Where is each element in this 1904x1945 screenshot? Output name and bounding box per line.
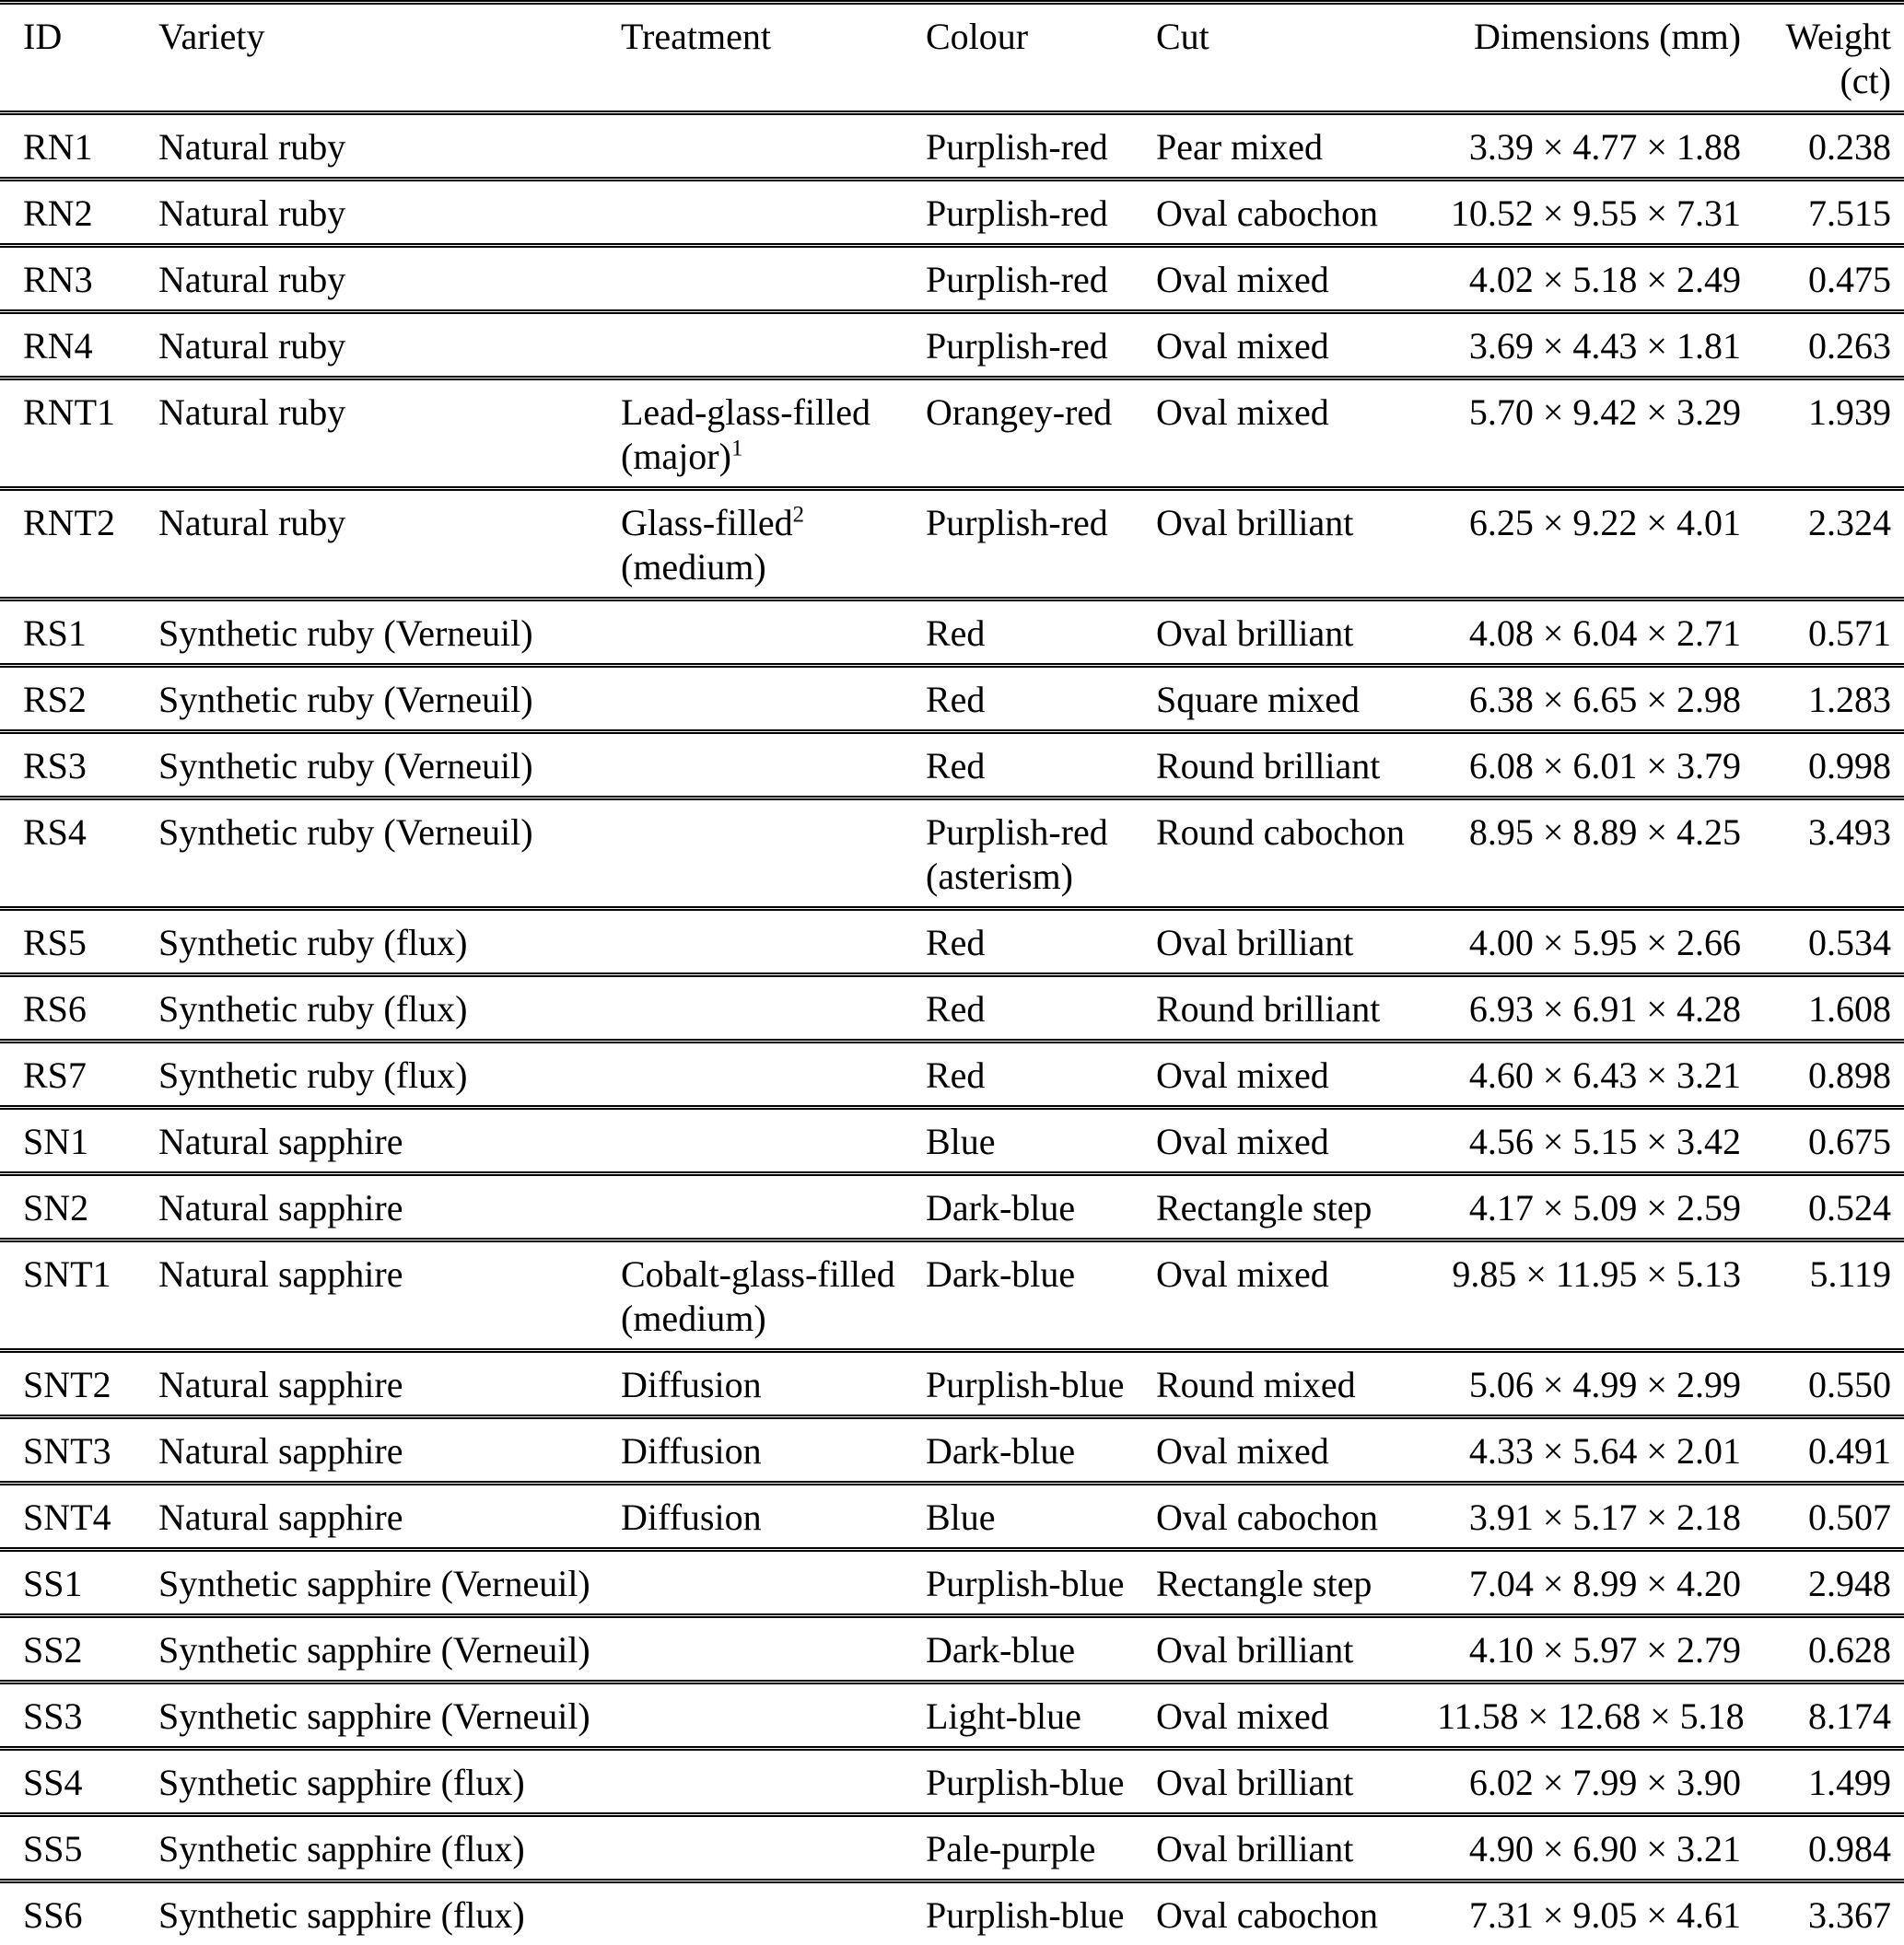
- cell-treatment: Cobalt-glass-filled (medium): [621, 1240, 926, 1351]
- cell-cut: Oval mixed: [1156, 1417, 1437, 1484]
- cell-dimensions: 4.10 × 5.97 × 2.79: [1437, 1616, 1750, 1683]
- cell-cut: Oval mixed: [1156, 1108, 1437, 1174]
- cell-colour: Purplish-blue: [926, 1749, 1156, 1815]
- table-row: [0, 1417, 1904, 1484]
- cell-id: SNT2: [0, 1351, 158, 1417]
- table-row: [0, 312, 1904, 379]
- cell-cut: Square mixed: [1156, 666, 1437, 732]
- cell-variety: Natural ruby: [158, 180, 621, 246]
- cell-treatment: [621, 798, 926, 909]
- cell-variety: Synthetic ruby (flux): [158, 975, 621, 1042]
- cell-weight: 2.324: [1750, 489, 1904, 600]
- cell-colour: Dark-blue: [926, 1240, 1156, 1351]
- cell-id: SNT1: [0, 1240, 158, 1351]
- cell-variety: Natural sapphire: [158, 1484, 621, 1550]
- cell-cut: Oval mixed: [1156, 312, 1437, 379]
- cell-variety: Natural sapphire: [158, 1351, 621, 1417]
- cell-variety: Synthetic sapphire (Verneuil): [158, 1683, 621, 1749]
- cell-cut: Round mixed: [1156, 1351, 1437, 1417]
- cell-dimensions: 7.04 × 8.99 × 4.20: [1437, 1550, 1750, 1616]
- cell-treatment: Lead-glass-filled (major)$^1$: [621, 379, 926, 489]
- table-row: [0, 1749, 1904, 1815]
- cell-treatment: [621, 732, 926, 798]
- cell-id: RS2: [0, 666, 158, 732]
- cell-dimensions: 7.31 × 9.05 × 4.61: [1437, 1881, 1750, 1945]
- cell-cut: Oval brilliant: [1156, 1616, 1437, 1683]
- col-header-colour: Colour: [926, 3, 1156, 113]
- cell-dimensions: 6.93 × 6.91 × 4.28: [1437, 975, 1750, 1042]
- cell-variety: Natural ruby: [158, 113, 621, 180]
- cell-cut: Oval brilliant: [1156, 600, 1437, 666]
- cell-weight: 0.550: [1750, 1351, 1904, 1417]
- col-header-weight-line2: (ct): [1840, 60, 1891, 101]
- cell-weight: 0.998: [1750, 732, 1904, 798]
- cell-id: RNT2: [0, 489, 158, 600]
- cell-cut: Oval brilliant: [1156, 1815, 1437, 1881]
- cell-dimensions: 6.38 × 6.65 × 2.98: [1437, 666, 1750, 732]
- cell-dimensions: 4.02 × 5.18 × 2.49: [1437, 246, 1750, 312]
- cell-treatment: [621, 909, 926, 975]
- cell-dimensions: 4.33 × 5.64 × 2.01: [1437, 1417, 1750, 1484]
- cell-colour: Purplish-red: [926, 180, 1156, 246]
- cell-id: SN1: [0, 1108, 158, 1174]
- table-row: [0, 1174, 1904, 1240]
- cell-weight: 7.515: [1750, 180, 1904, 246]
- cell-colour: Purplish-blue: [926, 1881, 1156, 1945]
- cell-weight: 0.628: [1750, 1616, 1904, 1683]
- cell-weight: 0.571: [1750, 600, 1904, 666]
- cell-cut: Round cabochon: [1156, 798, 1437, 909]
- cell-treatment: Diffusion: [621, 1484, 926, 1550]
- header-row: [0, 3, 1904, 113]
- cell-variety: Synthetic sapphire (flux): [158, 1881, 621, 1945]
- cell-cut: Oval brilliant: [1156, 909, 1437, 975]
- cell-id: SS6: [0, 1881, 158, 1945]
- cell-variety: Natural ruby: [158, 489, 621, 600]
- table-row: [0, 489, 1904, 600]
- cell-dimensions: 6.08 × 6.01 × 3.79: [1437, 732, 1750, 798]
- cell-treatment: [621, 1749, 926, 1815]
- cell-cut: Oval brilliant: [1156, 489, 1437, 600]
- cell-id: RNT1: [0, 379, 158, 489]
- cell-cut: Rectangle step: [1156, 1550, 1437, 1616]
- cell-cut: Oval cabochon: [1156, 1484, 1437, 1550]
- table-row: [0, 1683, 1904, 1749]
- cell-weight: 3.493: [1750, 798, 1904, 909]
- table-row: [0, 180, 1904, 246]
- cell-variety: Natural ruby: [158, 246, 621, 312]
- cell-colour: Red: [926, 666, 1156, 732]
- table-row: [0, 1351, 1904, 1417]
- cell-treatment: Diffusion: [621, 1351, 926, 1417]
- cell-colour: Dark-blue: [926, 1417, 1156, 1484]
- cell-colour: Red: [926, 909, 1156, 975]
- cell-colour: Red: [926, 1042, 1156, 1108]
- col-header-treatment: Treatment: [621, 3, 926, 113]
- cell-treatment: [621, 113, 926, 180]
- cell-id: SS2: [0, 1616, 158, 1683]
- cell-weight: 0.984: [1750, 1815, 1904, 1881]
- table-row: [0, 1881, 1904, 1945]
- cell-treatment: [621, 246, 926, 312]
- cell-dimensions: 6.02 × 7.99 × 3.90: [1437, 1749, 1750, 1815]
- cell-variety: Synthetic sapphire (flux): [158, 1815, 621, 1881]
- col-header-id: ID: [0, 3, 158, 113]
- cell-variety: Natural sapphire: [158, 1174, 621, 1240]
- cell-cut: Oval cabochon: [1156, 180, 1437, 246]
- cell-variety: Natural sapphire: [158, 1240, 621, 1351]
- cell-variety: Synthetic sapphire (Verneuil): [158, 1550, 621, 1616]
- cell-colour: Pale-purple: [926, 1815, 1156, 1881]
- cell-cut: Oval mixed: [1156, 246, 1437, 312]
- cell-weight: 0.491: [1750, 1417, 1904, 1484]
- cell-cut: Oval cabochon: [1156, 1881, 1437, 1945]
- cell-weight: 0.675: [1750, 1108, 1904, 1174]
- cell-colour: Purplish-blue: [926, 1550, 1156, 1616]
- cell-treatment: [621, 1616, 926, 1683]
- cell-dimensions: 4.56 × 5.15 × 3.42: [1437, 1108, 1750, 1174]
- cell-weight: 5.119: [1750, 1240, 1904, 1351]
- cell-id: RS5: [0, 909, 158, 975]
- table-row: [0, 113, 1904, 180]
- cell-variety: Synthetic ruby (Verneuil): [158, 666, 621, 732]
- cell-variety: Synthetic ruby (Verneuil): [158, 798, 621, 909]
- cell-treatment: [621, 1815, 926, 1881]
- table-row: [0, 1616, 1904, 1683]
- cell-id: RS3: [0, 732, 158, 798]
- cell-dimensions: 3.91 × 5.17 × 2.18: [1437, 1484, 1750, 1550]
- cell-variety: Natural ruby: [158, 312, 621, 379]
- cell-weight: 2.948: [1750, 1550, 1904, 1616]
- cell-weight: 0.898: [1750, 1042, 1904, 1108]
- cell-weight: 8.174: [1750, 1683, 1904, 1749]
- table-row: [0, 1484, 1904, 1550]
- cell-variety: Synthetic sapphire (flux): [158, 1749, 621, 1815]
- col-header-variety: Variety: [158, 3, 621, 113]
- cell-id: SS4: [0, 1749, 158, 1815]
- table-row: [0, 798, 1904, 909]
- cell-dimensions: 8.95 × 8.89 × 4.25: [1437, 798, 1750, 909]
- cell-weight: 1.939: [1750, 379, 1904, 489]
- cell-dimensions: 10.52 × 9.55 × 7.31: [1437, 180, 1750, 246]
- table-row: [0, 246, 1904, 312]
- col-header-weight: [1750, 3, 1904, 113]
- cell-treatment: [621, 1108, 926, 1174]
- cell-weight: 3.367: [1750, 1881, 1904, 1945]
- cell-weight: 0.263: [1750, 312, 1904, 379]
- cell-colour: Red: [926, 600, 1156, 666]
- cell-colour: Dark-blue: [926, 1616, 1156, 1683]
- cell-colour: Purplish-red: [926, 246, 1156, 312]
- cell-treatment: [621, 1550, 926, 1616]
- table-row: [0, 600, 1904, 666]
- table-row: [0, 379, 1904, 489]
- footnote-marker: 1: [730, 436, 743, 461]
- cell-weight: 1.499: [1750, 1749, 1904, 1815]
- cell-cut: Round brilliant: [1156, 732, 1437, 798]
- col-header-dimensions: Dimensions (mm): [1437, 3, 1750, 113]
- cell-cut: Pear mixed: [1156, 113, 1437, 180]
- cell-variety: Synthetic ruby (Verneuil): [158, 600, 621, 666]
- cell-treatment: [621, 1174, 926, 1240]
- cell-cut: Oval mixed: [1156, 379, 1437, 489]
- table-row: [0, 1108, 1904, 1174]
- table-row: [0, 666, 1904, 732]
- cell-treatment: [621, 666, 926, 732]
- cell-id: RS4: [0, 798, 158, 909]
- cell-variety: Natural sapphire: [158, 1108, 621, 1174]
- cell-id: SS5: [0, 1815, 158, 1881]
- cell-treatment: [621, 1881, 926, 1945]
- cell-colour: Dark-blue: [926, 1174, 1156, 1240]
- cell-id: RN1: [0, 113, 158, 180]
- cell-treatment: [621, 975, 926, 1042]
- cell-weight: 1.283: [1750, 666, 1904, 732]
- cell-treatment: [621, 1042, 926, 1108]
- cell-variety: Synthetic ruby (flux): [158, 909, 621, 975]
- cell-dimensions: 5.70 × 9.42 × 3.29: [1437, 379, 1750, 489]
- cell-weight: 0.238: [1750, 113, 1904, 180]
- cell-colour: Blue: [926, 1108, 1156, 1174]
- cell-treatment: [621, 600, 926, 666]
- cell-weight: 0.524: [1750, 1174, 1904, 1240]
- table-row: [0, 1240, 1904, 1351]
- cell-treatment: Diffusion: [621, 1417, 926, 1484]
- table-row: [0, 1550, 1904, 1616]
- cell-id: SS3: [0, 1683, 158, 1749]
- cell-dimensions: 3.39 × 4.77 × 1.88: [1437, 113, 1750, 180]
- table-row: [0, 732, 1904, 798]
- cell-treatment: [621, 180, 926, 246]
- cell-id: RS6: [0, 975, 158, 1042]
- cell-dimensions: 4.60 × 6.43 × 3.21: [1437, 1042, 1750, 1108]
- table-row: [0, 1042, 1904, 1108]
- cell-dimensions: 9.85 × 11.95 × 5.13: [1437, 1240, 1750, 1351]
- cell-treatment: [621, 1683, 926, 1749]
- cell-id: RS1: [0, 600, 158, 666]
- cell-dimensions: 4.00 × 5.95 × 2.66: [1437, 909, 1750, 975]
- cell-dimensions: 5.06 × 4.99 × 2.99: [1437, 1351, 1750, 1417]
- cell-cut: Rectangle step: [1156, 1174, 1437, 1240]
- cell-cut: Oval mixed: [1156, 1240, 1437, 1351]
- cell-colour: Purplish-red (asterism): [926, 798, 1156, 909]
- cell-cut: Round brilliant: [1156, 975, 1437, 1042]
- cell-colour: Light-blue: [926, 1683, 1156, 1749]
- cell-id: RN4: [0, 312, 158, 379]
- cell-id: SN2: [0, 1174, 158, 1240]
- cell-colour: Orangey-red: [926, 379, 1156, 489]
- footnote-marker: 2: [792, 502, 805, 528]
- cell-variety: Synthetic sapphire (Verneuil): [158, 1616, 621, 1683]
- cell-weight: 1.608: [1750, 975, 1904, 1042]
- cell-colour: Purplish-red: [926, 312, 1156, 379]
- col-header-weight-line1: Weight: [1785, 16, 1891, 57]
- cell-id: SS1: [0, 1550, 158, 1616]
- cell-weight: 0.534: [1750, 909, 1904, 975]
- table-row: [0, 909, 1904, 975]
- cell-cut: Oval mixed: [1156, 1042, 1437, 1108]
- table-row: [0, 1815, 1904, 1881]
- col-header-cut: Cut: [1156, 3, 1437, 113]
- cell-variety: Synthetic ruby (Verneuil): [158, 732, 621, 798]
- cell-variety: Natural ruby: [158, 379, 621, 489]
- cell-colour: Purplish-blue: [926, 1351, 1156, 1417]
- cell-colour: Red: [926, 732, 1156, 798]
- cell-colour: Purplish-red: [926, 489, 1156, 600]
- cell-variety: Natural sapphire: [158, 1417, 621, 1484]
- cell-dimensions: 3.69 × 4.43 × 1.81: [1437, 312, 1750, 379]
- cell-id: SNT4: [0, 1484, 158, 1550]
- cell-colour: Purplish-red: [926, 113, 1156, 180]
- cell-dimensions: 11.58 × 12.68 × 5.18: [1437, 1683, 1750, 1749]
- table-row: [0, 975, 1904, 1042]
- cell-dimensions: 6.25 × 9.22 × 4.01: [1437, 489, 1750, 600]
- cell-id: RN2: [0, 180, 158, 246]
- cell-cut: Oval mixed: [1156, 1683, 1437, 1749]
- cell-id: SNT3: [0, 1417, 158, 1484]
- cell-dimensions: 4.08 × 6.04 × 2.71: [1437, 600, 1750, 666]
- cell-dimensions: 4.90 × 6.90 × 3.21: [1437, 1815, 1750, 1881]
- cell-colour: Blue: [926, 1484, 1156, 1550]
- cell-colour: Red: [926, 975, 1156, 1042]
- cell-treatment: [621, 312, 926, 379]
- cell-id: RS7: [0, 1042, 158, 1108]
- cell-dimensions: 4.17 × 5.09 × 2.59: [1437, 1174, 1750, 1240]
- cell-variety: Synthetic ruby (flux): [158, 1042, 621, 1108]
- cell-weight: 0.507: [1750, 1484, 1904, 1550]
- cell-weight: 0.475: [1750, 246, 1904, 312]
- cell-cut: Oval brilliant: [1156, 1749, 1437, 1815]
- cell-id: RN3: [0, 246, 158, 312]
- cell-treatment: Glass-filled$^2$ (medium): [621, 489, 926, 600]
